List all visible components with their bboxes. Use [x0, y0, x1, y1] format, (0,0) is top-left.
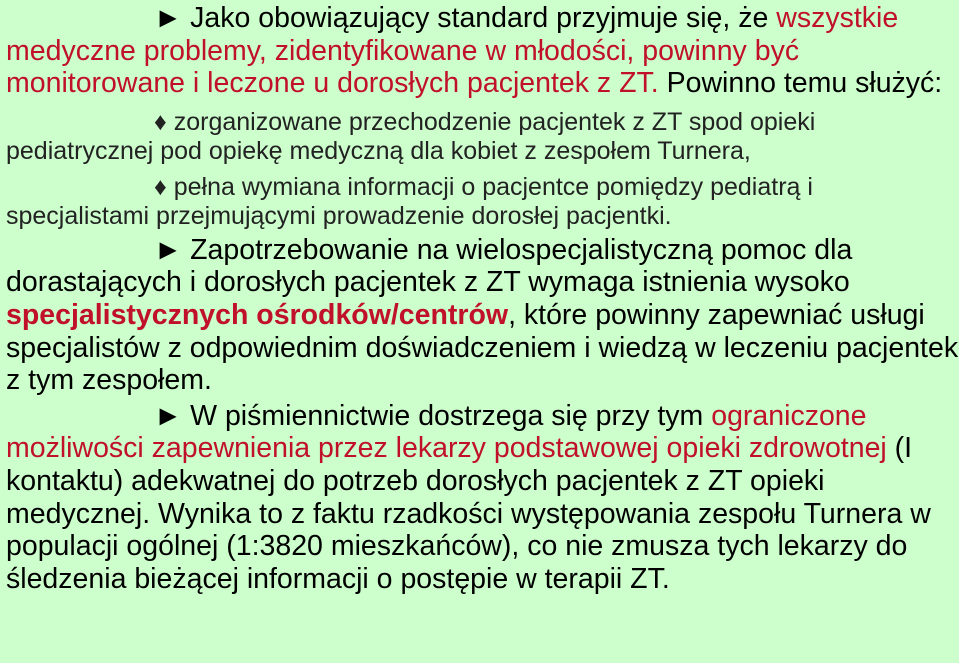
bullet-item-information — [6, 173, 959, 232]
bullet-item-text: zorganizowane przechodzenie pacjentek z ZT spod opieki pediatrycznej pod opiekę medyczną dla kobiet z zespołem Turnera, — [6, 107, 816, 166]
paragraph-literature — [6, 400, 959, 596]
diamond-bullet-icon: ♦ — [154, 172, 167, 201]
arrow-right-icon: ► — [154, 399, 183, 432]
paragraph-centers-text-a: Zapotrzebowanie na wielospecjalistyczną pomoc dla dorastających i dorosłych pacjentek z ZT wymaga istnienia wysoko — [6, 233, 853, 299]
paragraph-standard-text-b: Powinno temu służyć: — [658, 67, 943, 100]
paragraph-literature-highlight: ograniczone możliwości zapewnienia przez lekarzy podstawowej opieki zdrowotnej — [6, 399, 887, 465]
paragraph-centers-text-b: , które powinny zapewniać usługi specjalistów z odpowiednim doświadczeniem i wiedzą w leczeniu pacjentek z tym zespołem. — [6, 298, 959, 397]
paragraph-standard-text-a: Jako obowiązujący standard przyjmuje się, że — [190, 2, 777, 34]
paragraph-standard — [6, 0, 959, 100]
bullet-item-transition — [6, 108, 959, 167]
paragraph-centers-highlight: specjalistycznych ośrodków/centrów — [6, 298, 509, 331]
arrow-right-icon: ► — [154, 2, 183, 34]
paragraph-literature-text-b: (I kontaktu) adekwatnej do potrzeb dorosłych pacjentek z ZT opieki medycznej. Wynika to z faktu rzadkości występowania zespołu Turnera w populacji ogólnej (1:3820 mieszkańców), co nie zmusza tych lekarzy do śledzenia bieżącej informacji o postępie w terapii ZT. — [6, 432, 931, 595]
arrow-right-icon: ► — [154, 233, 183, 266]
bullet-item-text: pełna wymiana informacji o pacjentce pomiędzy pediatrą i specjalistami przejmującymi prowadzenie dorosłej pacjentki. — [6, 172, 813, 231]
diamond-bullet-icon: ♦ — [154, 107, 167, 136]
paragraph-standard-highlight: wszystkie medyczne problemy, zidentyfikowane w młodości, powinny być monitorowane i leczone u dorosłych pacjentek z ZT. — [6, 2, 899, 100]
paragraph-centers — [6, 234, 959, 397]
paragraph-literature-text-a: W piśmiennictwie dostrzega się przy tym — [190, 399, 712, 432]
